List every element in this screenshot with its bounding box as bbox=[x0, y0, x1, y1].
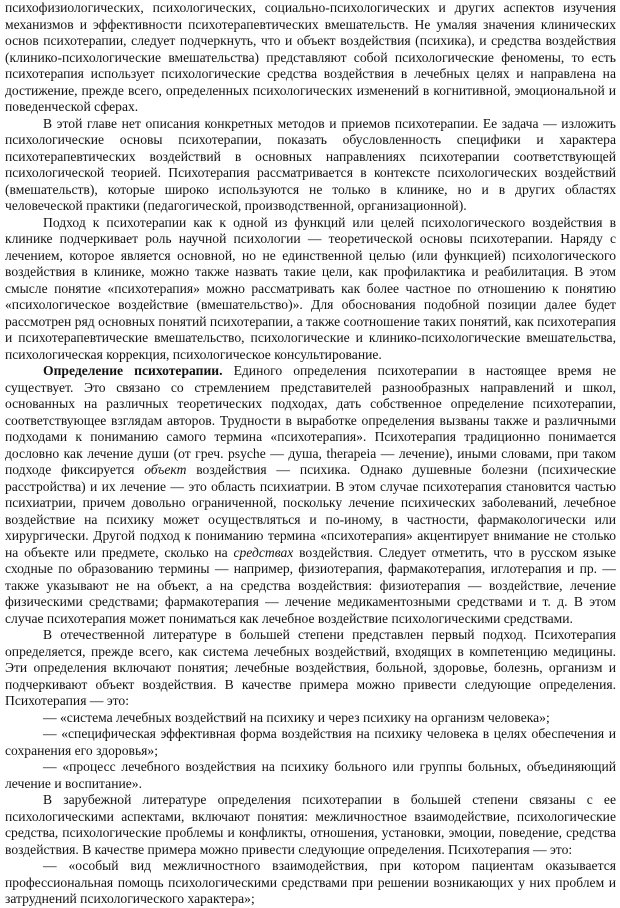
definition-text: — «процесс лечебного воздействия на психику больного или группы больных, объединяющий лечение и воспитание». bbox=[5, 759, 616, 791]
definition-item-1 bbox=[5, 710, 616, 727]
paragraph-text: Подход к психотерапии как к одной из функций или целей психологического воздействия в клинике подчеркивает роль научной психологии — теоретической основы психотерапии. Наряду с лечением, которое является основной, но не единственной целью (или функцией) психологического воздействия в клинике, можно также назвать такие цели, как профилактика и реабилитация. В этом смысле понятие «психотерапия» можно рассматривать как более частное по отношению к понятию «психологическое воздействие (вмешательство)». Для обоснования подобной позиции далее будет рассмотрен ряд основных понятий психотерапии, а также соотношение таких понятий, как психотерапия и психотерапевтические вмешательство, психологические и клинико-психологические вмешательства, психологическая коррекция, психологическое консультирование. bbox=[5, 214, 616, 362]
section-heading-definition: Определение психотерапии. bbox=[43, 363, 223, 378]
paragraph-text: В этой главе нет описания конкретных методов и приемов психотерапии. Ее задача — изложить психологические основы психотерапии, показать обусловленность специфики и характера психотерапевтических воздействий в основных направлениях психотерапии соответствующей психологической теорией. Психотерапия рассматривается в контексте психологических воздействий (вмешательств), которые широко используются не только в клинике, но и в других областях человеческой практики (педагогической, производственной, организационной). bbox=[5, 115, 616, 213]
definition-text: — «специфическая эффективная форма воздействия на психику человека в целях обеспечения и сохранения его здоровья»; bbox=[5, 726, 616, 758]
paragraph-domestic-literature bbox=[5, 627, 616, 710]
paragraph-approach bbox=[5, 215, 616, 364]
paragraph-text: воздействия — психика. Однако душевные болезни (психические расстройства) и их лечение — это область психиатрии. В этом случае психотерапия становится частью психиатрии, причем довольно ограниченной, поскольку лечение психических заболеваний, лечебное воздействие на психику может осуществляться и по-иному, в частности, фармакологически или хирургически. Другой подход к пониманию термина «психотерапия» акцентирует внимание не столько на объекте или предмете, сколько на bbox=[5, 462, 616, 560]
paragraph-text: воздействия. Следует отметить, что в русском языке сходные по образованию термины — например, физиотерапия, фармакотерапия, иглотерапия и пр. — также указывают не на объект, а на средства воздействия: физиотерапия — воздействие, лечение физическими средствами; фармакотерапия — лечение медикаментозными средствами и т. д. В этом случае психотерапия может пониматься как лечебное воздействие психологическими средствами. bbox=[5, 544, 616, 626]
paragraph-text: В зарубежной литературе определения психотерапии в большей степени связаны с ее психологическими аспектами, включают понятия: межличностное взаимодействие, психологические средства, психологические проблемы и конфликты, отношения, установки, эмоции, поведение, средства воздействия. В качестве примера можно привести следующие определения. Психотерапия — это: bbox=[5, 792, 616, 857]
paragraph-text: психофизиологических, психологических, социально-психологических и других аспектов изучения механизмов и эффективности психотерапевтических вмешательств. Не умаляя значения клинических основ психотерапии, следует подчеркнуть, что и объект воздействия (психика), и средства воздействия (клинико-психологические вмешательства) представляют собой психологические феномены, то есть психотерапия использует психологические средства воздействия в лечебных целях и направлена на достижение, прежде всего, определенных психологических изменений в когнитивной, эмоциональной и поведенческой сферах. bbox=[5, 0, 616, 114]
definition-item-3 bbox=[5, 759, 616, 792]
paragraph-definition bbox=[5, 363, 616, 627]
definition-text: — «особый вид межличностного взаимодействия, при котором пациентам оказывается профессиональная помощь психологическими средствами при решении возникающих у них проблем и затруднений психологического характера»; bbox=[5, 858, 616, 906]
emphasis-means: средствах bbox=[233, 544, 294, 560]
paragraph-foreign-literature bbox=[5, 792, 616, 858]
paragraph-text: Единого определения психотерапии в настоящее время не существует. Это связано со стремлением представителей разнообразных направлений и школ, основанных на различных теоретических подходах, дать собственное определение психотерапии, соответствующее взглядам авторов. Трудности в выработке определения вызваны также и различными подходами к пониманию самого термина «психотерапия». Психотерапия традиционно понимается дословно как лечение души (от греч. psyche — душа, therapeia — лечение), иными словами, при таком подходе фиксируется bbox=[5, 363, 616, 477]
definition-item-2 bbox=[5, 726, 616, 759]
paragraph-text: В отечественной литературе в большей степени представлен первый подход. Психотерапия определяется, прежде всего, как система лечебных воздействий, входящих в компетенцию медицины. Эти определения включают понятия; лечебные воздействия, больной, здоровье, болезнь, организм и подчеркивают объект воздействия. В качестве примера можно привести следующие определения. Психотерапия — это: bbox=[5, 627, 616, 708]
definition-item-4 bbox=[5, 858, 616, 908]
paragraph-intro-continuation bbox=[5, 0, 616, 116]
paragraph-chapter-purpose bbox=[5, 116, 616, 215]
definition-text: — «система лечебных воздействий на психику и через психику на организм человека»; bbox=[43, 709, 550, 725]
emphasis-object: объект bbox=[144, 462, 187, 477]
